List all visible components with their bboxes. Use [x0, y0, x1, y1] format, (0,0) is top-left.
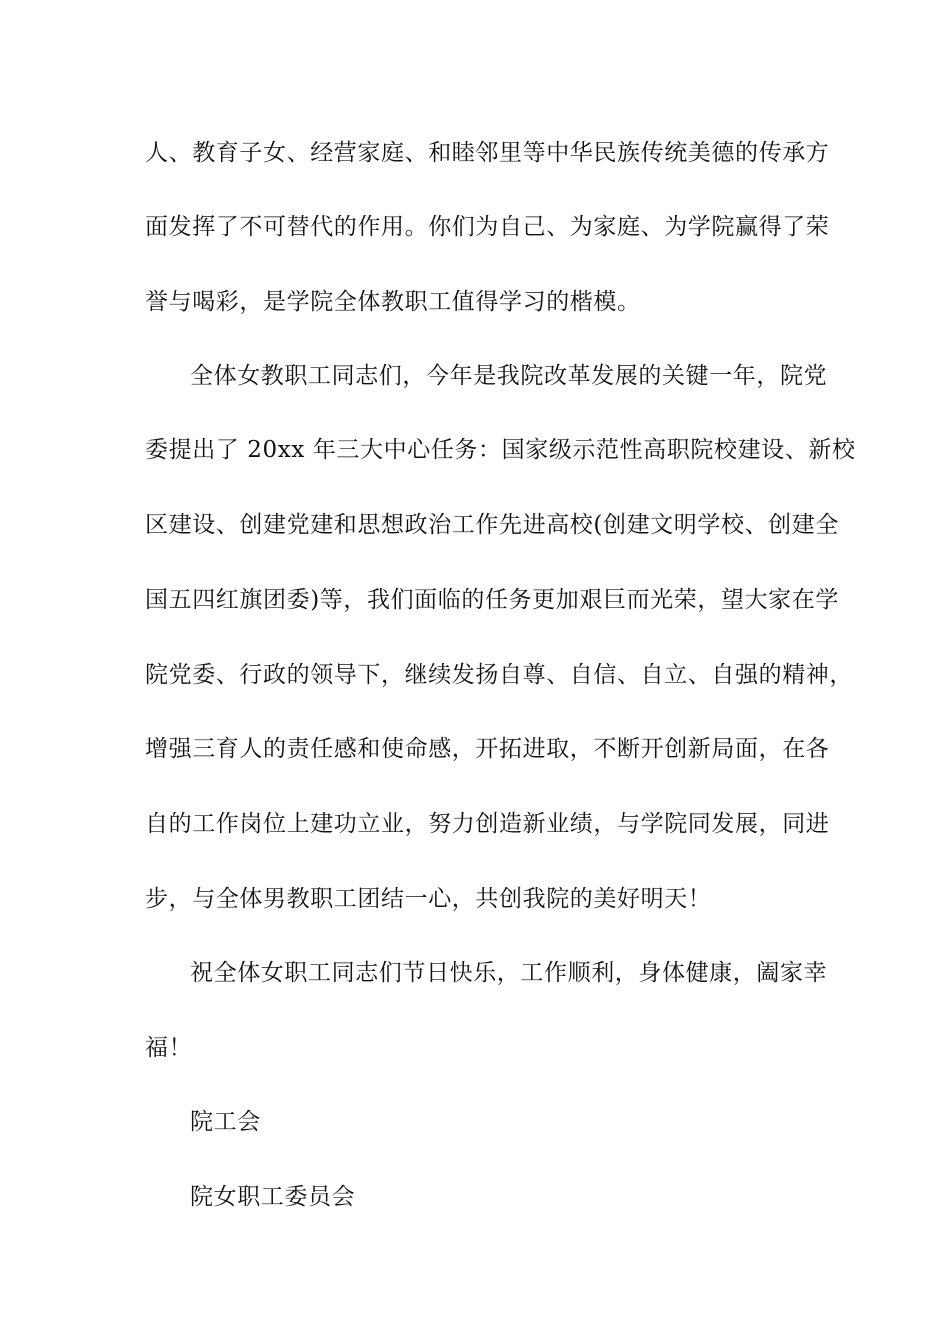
text-line-5: 委提出了 20xx 年三大中心任务：国家级示范性高职院校建设、新校: [145, 437, 856, 463]
text-line-8: 院党委、行政的领导下，继续发扬自尊、自信、自立、自强的精神，: [145, 662, 853, 688]
text-line-3: 誉与喝彩，是学院全体教职工值得学习的楷模。: [145, 289, 641, 315]
text-line-7: 国五四红旗团委)等，我们面临的任务更加艰巨而光荣，望大家在学: [145, 587, 839, 613]
text-line-1: 人、教育子女、经营家庭、和睦邻里等中华民族传统美德的传承方: [145, 140, 830, 166]
greeting-line: 祝全体女职工同志们节日快乐，工作顺利，身体健康，阖家幸: [190, 960, 828, 986]
text-line-6: 区建设、创建党建和思想政治工作先进高校(创建文明学校、创建全: [145, 512, 839, 538]
text-line-11: 步，与全体男教职工团结一心，共创我院的美好明天！: [145, 886, 712, 912]
paragraph-start-line: 全体女教职工同志们，今年是我院改革发展的关键一年，院党: [190, 363, 828, 389]
greeting-line-end: 福！: [145, 1035, 193, 1061]
text-line-2: 面发挥了不可替代的作用。你们为自己、为家庭、为学院赢得了荣: [145, 214, 830, 240]
text-line-10: 自的工作岗位上建功立业，努力创造新业绩，与学院同发展，同进: [145, 811, 830, 837]
text-line-9: 增强三育人的责任感和使命感，开拓进取，不断开创新局面，在各: [145, 736, 830, 762]
signature-union: 院工会: [190, 1109, 261, 1135]
signature-committee: 院女职工委员会: [190, 1184, 356, 1210]
